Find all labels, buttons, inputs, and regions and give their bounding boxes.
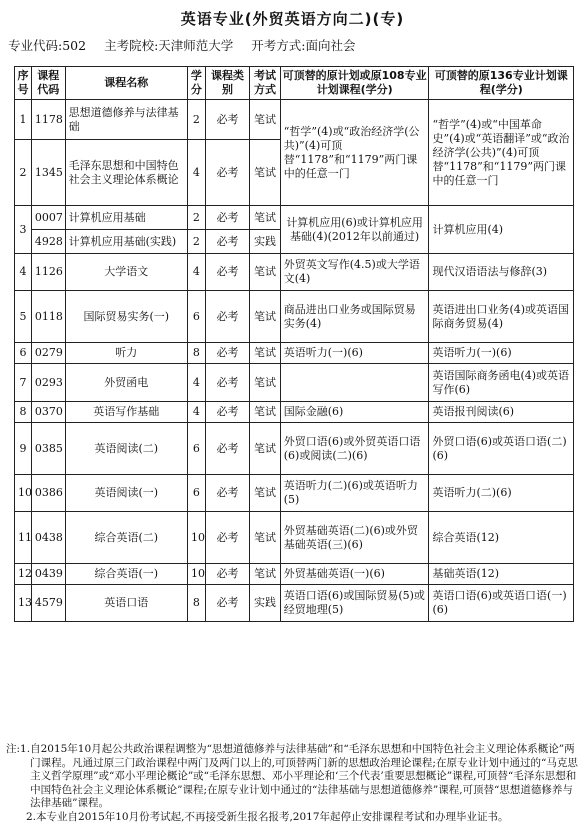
table-row (15, 206, 574, 230)
cell-name: 毛泽东思想和中国特色社会主义理论体系概论 (65, 140, 187, 206)
cell-exam: 笔试 (250, 343, 281, 364)
note-1 (6, 743, 578, 811)
table-row (15, 254, 574, 291)
cell-name: 英语阅读(一) (65, 475, 187, 512)
cell-type: 必考 (205, 475, 249, 512)
cell-code: 4928 (31, 230, 65, 254)
cell-code: 0439 (31, 564, 65, 585)
cell-name: 国际贸易实务(一) (65, 291, 187, 343)
header-seq: 序号 (15, 67, 32, 100)
cell-exam: 笔试 (250, 100, 281, 140)
cell-type: 必考 (205, 343, 249, 364)
cell-replace-108: 英语听力(二)(6)或英语听力(5) (280, 475, 429, 512)
cell-seq: 5 (15, 291, 32, 343)
header-exam: 考试方式 (250, 67, 281, 100)
cell-replace-136: 英语国际商务函电(4)或英语写作(6) (429, 364, 574, 402)
cell-name: 计算机应用基础 (65, 206, 187, 230)
table-row (15, 564, 574, 585)
page-title: 英语专业(外贸英语方向二)(专) (0, 8, 585, 29)
cell-name: 计算机应用基础(实践) (65, 230, 187, 254)
cell-replace-136: 英语口语(6)或英语口语(一)(6) (429, 585, 574, 622)
cell-type: 必考 (205, 512, 249, 564)
cell-credit: 6 (187, 423, 205, 475)
cell-credit: 8 (187, 343, 205, 364)
table-row (15, 585, 574, 622)
table-row (15, 475, 574, 512)
cell-code: 0293 (31, 364, 65, 402)
note-2-number: 2. (26, 811, 36, 824)
exam-school: 主考院校:天津师范大学 (104, 38, 233, 53)
program-meta (8, 36, 369, 54)
cell-exam: 实践 (250, 230, 281, 254)
table-row (15, 291, 574, 343)
cell-type: 必考 (205, 254, 249, 291)
cell-replace-136: 外贸口语(6)或英语口语(二)(6) (429, 423, 574, 475)
cell-credit: 4 (187, 364, 205, 402)
cell-credit: 10 (187, 512, 205, 564)
cell-name: 大学语文 (65, 254, 187, 291)
note-1-number: 1. (20, 743, 30, 811)
cell-replace-108: 外贸口语(6)或外贸英语口语(6)或阅读(二)(6) (280, 423, 429, 475)
cell-name: 英语口语 (65, 585, 187, 622)
cell-credit: 2 (187, 206, 205, 230)
note-2-text: 本专业自2015年10月份考试起,不再接受新生报名报考,2017年起停止安排课程考试和办理毕业证书。 (36, 811, 578, 824)
cell-exam: 笔试 (250, 564, 281, 585)
cell-replace-136: “哲学”(4)或“中国革命史”(4)或“英语翻译”或“政治经济学(公共)”(4)可顶替“1178”和“1179”两门课中的任意一门 (429, 100, 574, 206)
note-2 (6, 811, 578, 824)
header-replace-136: 可顶替的原136专业计划课程(学分) (429, 67, 574, 100)
cell-credit: 6 (187, 291, 205, 343)
cell-credit: 6 (187, 475, 205, 512)
cell-type: 必考 (205, 206, 249, 230)
cell-replace-108: 商品进出口业务或国际贸易实务(4) (280, 291, 429, 343)
cell-exam: 实践 (250, 585, 281, 622)
cell-replace-108: 计算机应用(6)或计算机应用基础(4)(2012年以前通过) (280, 206, 429, 254)
cell-type: 必考 (205, 291, 249, 343)
cell-credit: 4 (187, 140, 205, 206)
cell-type: 必考 (205, 364, 249, 402)
course-table (14, 66, 574, 622)
cell-replace-108: “哲学”(4)或“政治经济学(公共)”(4)可顶替“1178”和“1179”两门课中的任意一门 (280, 100, 429, 206)
cell-replace-108: 外贸基础英语(一)(6) (280, 564, 429, 585)
cell-replace-136: 基础英语(12) (429, 564, 574, 585)
cell-credit: 4 (187, 402, 205, 423)
cell-code: 1178 (31, 100, 65, 140)
note-1-text: 自2015年10月起公共政治课程调整为“思想道德修养与法律基础”和“毛泽东思想和中国特色社会主义理论体系概论”两门课程。凡通过原三门政治课程中两门及两门以上的,可顶替两门新的思想政治理论课程;在原专业计划中通过的“马克思主义哲学原理”或“邓小平理论概论”或“毛泽东思想、邓小平理论和‘三个代表’重要思想概论”课程,可顶替“毛泽东思想和中国特色社会主义理论体系概论”课程;在原专业计划中通过的“法律基础与思想道德修养”课程,可顶替“思想道德修养与法律基础”课程。 (30, 743, 578, 811)
cell-name: 思想道德修养与法律基础 (65, 100, 187, 140)
cell-type: 必考 (205, 230, 249, 254)
cell-code: 0438 (31, 512, 65, 564)
cell-name: 英语阅读(二) (65, 423, 187, 475)
cell-seq: 3 (15, 206, 32, 254)
cell-seq: 2 (15, 140, 32, 206)
cell-type: 必考 (205, 423, 249, 475)
cell-replace-136: 英语听力(二)(6) (429, 475, 574, 512)
cell-credit: 2 (187, 230, 205, 254)
table-row (15, 364, 574, 402)
cell-seq: 11 (15, 512, 32, 564)
cell-exam: 笔试 (250, 475, 281, 512)
cell-code: 0370 (31, 402, 65, 423)
cell-replace-108: 外贸英文写作(4.5)或大学语文(4) (280, 254, 429, 291)
notes-section (6, 743, 578, 824)
cell-exam: 笔试 (250, 364, 281, 402)
table-row (15, 423, 574, 475)
cell-code: 0007 (31, 206, 65, 230)
header-code: 课程代码 (31, 67, 65, 100)
table-row (15, 402, 574, 423)
header-credit: 学分 (187, 67, 205, 100)
cell-replace-108: 国际金融(6) (280, 402, 429, 423)
cell-replace-136: 现代汉语语法与修辞(3) (429, 254, 574, 291)
header-name: 课程名称 (65, 67, 187, 100)
cell-code: 0386 (31, 475, 65, 512)
cell-seq: 4 (15, 254, 32, 291)
cell-exam: 笔试 (250, 140, 281, 206)
cell-replace-108 (280, 364, 429, 402)
cell-seq: 12 (15, 564, 32, 585)
table-row (15, 100, 574, 140)
cell-code: 4579 (31, 585, 65, 622)
cell-replace-108: 英语口语(6)或国际贸易(5)或经贸地理(5) (280, 585, 429, 622)
cell-name: 英语写作基础 (65, 402, 187, 423)
cell-code: 0279 (31, 343, 65, 364)
cell-credit: 8 (187, 585, 205, 622)
exam-mode: 开考方式:面向社会 (251, 38, 355, 53)
cell-type: 必考 (205, 585, 249, 622)
cell-credit: 10 (187, 564, 205, 585)
header-type: 课程类别 (205, 67, 249, 100)
table-row (15, 512, 574, 564)
cell-exam: 笔试 (250, 291, 281, 343)
cell-type: 必考 (205, 402, 249, 423)
cell-credit: 2 (187, 100, 205, 140)
cell-seq: 7 (15, 364, 32, 402)
cell-type: 必考 (205, 100, 249, 140)
cell-seq: 9 (15, 423, 32, 475)
header-replace-108: 可顶替的原计划或原108专业计划课程(学分) (280, 67, 429, 100)
cell-name: 综合英语(一) (65, 564, 187, 585)
program-code: 专业代码:502 (8, 38, 86, 53)
cell-exam: 笔试 (250, 402, 281, 423)
table-row (15, 343, 574, 364)
cell-code: 0385 (31, 423, 65, 475)
cell-replace-136: 英语报刊阅读(6) (429, 402, 574, 423)
cell-seq: 10 (15, 475, 32, 512)
notes-label: 注: (6, 743, 20, 811)
cell-exam: 笔试 (250, 206, 281, 230)
cell-name: 外贸函电 (65, 364, 187, 402)
cell-replace-108: 外贸基础英语(二)(6)或外贸基础英语(三)(6) (280, 512, 429, 564)
cell-name: 听力 (65, 343, 187, 364)
cell-type: 必考 (205, 564, 249, 585)
table-header-row (15, 67, 574, 100)
cell-seq: 6 (15, 343, 32, 364)
cell-replace-136: 英语听力(一)(6) (429, 343, 574, 364)
cell-type: 必考 (205, 140, 249, 206)
cell-code: 0118 (31, 291, 65, 343)
cell-replace-136: 综合英语(12) (429, 512, 574, 564)
cell-seq: 8 (15, 402, 32, 423)
cell-exam: 笔试 (250, 512, 281, 564)
cell-replace-108: 英语听力(一)(6) (280, 343, 429, 364)
cell-credit: 4 (187, 254, 205, 291)
cell-exam: 笔试 (250, 254, 281, 291)
cell-seq: 13 (15, 585, 32, 622)
cell-replace-136: 计算机应用(4) (429, 206, 574, 254)
cell-code: 1345 (31, 140, 65, 206)
cell-code: 1126 (31, 254, 65, 291)
cell-exam: 笔试 (250, 423, 281, 475)
cell-replace-136: 英语进出口业务(4)或英语国际商务贸易(4) (429, 291, 574, 343)
cell-name: 综合英语(二) (65, 512, 187, 564)
cell-seq: 1 (15, 100, 32, 140)
